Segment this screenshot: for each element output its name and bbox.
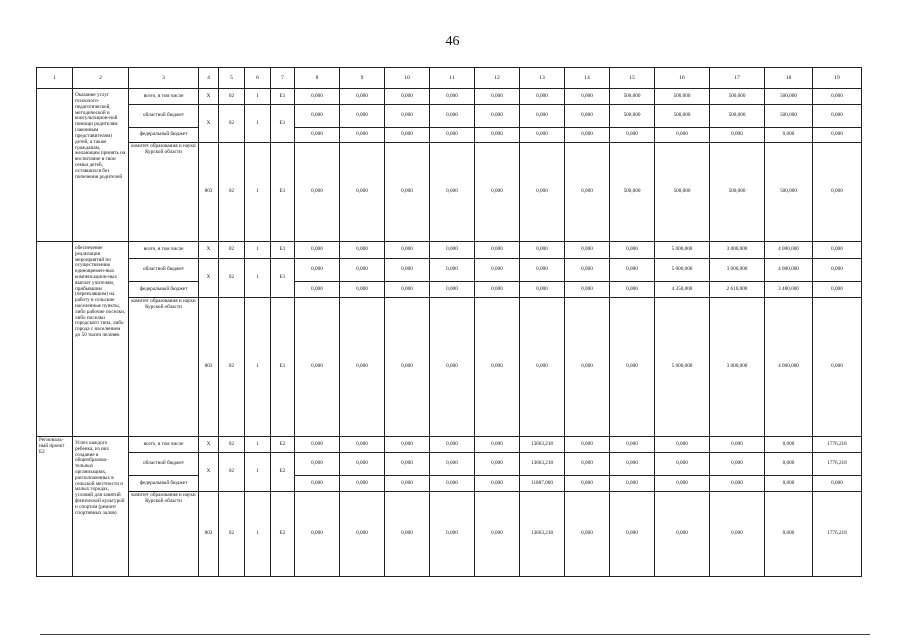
value-cell: 0,000	[813, 282, 862, 298]
value-cell: 0,000	[430, 89, 475, 105]
value-cell: 500,000	[710, 143, 765, 242]
value-cell: 0,000	[610, 452, 655, 475]
value-cell: 0,000	[475, 258, 520, 281]
value-cell: 0,000	[520, 105, 565, 128]
code-cell-c5: 02	[219, 452, 245, 491]
table-row	[37, 89, 862, 105]
value-cell: 0,000	[340, 282, 385, 298]
code-cell-c7: E1	[271, 105, 295, 143]
value-cell: 0,000	[340, 258, 385, 281]
value-cell: 0,000	[520, 89, 565, 105]
code-cell-c7: E1	[271, 143, 295, 242]
value-cell: 0,000	[385, 492, 430, 577]
value-cell: 0,000	[340, 241, 385, 258]
code-cell-c5: 02	[219, 436, 245, 452]
region-cell	[37, 241, 73, 436]
header-cell: 19	[813, 68, 862, 89]
code-cell-c5: 02	[219, 258, 245, 297]
value-cell: 0,000	[610, 258, 655, 281]
value-cell: 11887,000	[520, 476, 565, 492]
code-cell-c7: E1	[271, 241, 295, 258]
funding-source-cell: областной бюджет	[129, 258, 199, 281]
value-cell: 4 350,000	[655, 282, 710, 298]
value-cell: 0,000	[340, 128, 385, 143]
value-cell: 0,000	[295, 241, 340, 258]
value-cell: 0,000	[655, 492, 710, 577]
value-cell: 0,000	[565, 258, 610, 281]
funding-source-cell: федеральный бюджет	[129, 128, 199, 143]
value-cell: 0,000	[813, 476, 862, 492]
value-cell: 0,000	[385, 89, 430, 105]
code-cell-c4: 803	[199, 492, 219, 577]
value-cell: 500,000	[765, 143, 813, 242]
value-cell: 500,000	[655, 143, 710, 242]
value-cell: 0,000	[813, 258, 862, 281]
value-cell: 13663,218	[520, 492, 565, 577]
header-cell: 12	[475, 68, 520, 89]
value-cell: 500,000	[710, 89, 765, 105]
code-cell-c6: 1	[245, 105, 271, 143]
value-cell: 0,000	[295, 282, 340, 298]
header-cell: 9	[340, 68, 385, 89]
value-cell: 0,000	[710, 436, 765, 452]
table-row	[37, 476, 862, 492]
header-cell: 10	[385, 68, 430, 89]
value-cell: 0,000	[565, 105, 610, 128]
value-cell: 0,000	[610, 436, 655, 452]
value-cell: 0,000	[565, 89, 610, 105]
value-cell: 0,000	[520, 282, 565, 298]
value-cell: 3 480,000	[765, 282, 813, 298]
value-cell: 3 000,000	[710, 258, 765, 281]
value-cell: 0,000	[765, 476, 813, 492]
value-cell: 0,000	[520, 128, 565, 143]
value-cell: 0,000	[655, 476, 710, 492]
funding-source-cell: всего, в том числе	[129, 89, 199, 105]
code-cell-c6: 1	[245, 258, 271, 297]
code-cell-c6: 1	[245, 436, 271, 452]
funding-source-cell: комитет образования и науки Курской области	[129, 298, 199, 437]
value-cell: 0,000	[340, 89, 385, 105]
code-cell-c7: E2	[271, 492, 295, 577]
header-cell: 11	[430, 68, 475, 89]
value-cell: 0,000	[385, 452, 430, 475]
table-row	[37, 105, 862, 128]
value-cell: 500,000	[765, 105, 813, 128]
value-cell: 0,000	[710, 492, 765, 577]
value-cell: 0,000	[520, 143, 565, 242]
value-cell: 0,000	[430, 241, 475, 258]
table-row	[37, 282, 862, 298]
value-cell: 0,000	[520, 258, 565, 281]
funding-source-cell: комитет образования и науки Курской области	[129, 492, 199, 577]
table-row	[37, 258, 862, 281]
value-cell: 0,000	[340, 476, 385, 492]
header-cell: 14	[565, 68, 610, 89]
code-cell-c4: X	[199, 105, 219, 143]
header-cell: 17	[710, 68, 765, 89]
value-cell: 0,000	[765, 436, 813, 452]
value-cell: 0,000	[340, 143, 385, 242]
code-cell-c6: 1	[245, 143, 271, 242]
value-cell: 1776,218	[813, 452, 862, 475]
value-cell: 0,000	[610, 128, 655, 143]
value-cell: 0,000	[475, 282, 520, 298]
value-cell: 0,000	[710, 476, 765, 492]
value-cell: 0,000	[385, 476, 430, 492]
funding-source-cell: федеральный бюджет	[129, 476, 199, 492]
value-cell: 5 000,000	[655, 298, 710, 437]
header-cell: 7	[271, 68, 295, 89]
value-cell: 500,000	[765, 89, 813, 105]
value-cell: 0,000	[565, 492, 610, 577]
value-cell: 0,000	[475, 105, 520, 128]
value-cell: 0,000	[565, 476, 610, 492]
table-row	[37, 452, 862, 475]
value-cell: 0,000	[813, 298, 862, 437]
value-cell: 500,000	[610, 89, 655, 105]
header-cell: 8	[295, 68, 340, 89]
table-row	[37, 241, 862, 258]
code-cell-c6: 1	[245, 241, 271, 258]
value-cell: 0,000	[295, 143, 340, 242]
code-cell-c5: 02	[219, 492, 245, 577]
header-cell: 16	[655, 68, 710, 89]
code-cell-c6: 1	[245, 89, 271, 105]
budget-table	[36, 67, 862, 577]
value-cell: 3 000,000	[710, 298, 765, 437]
value-cell: 0,000	[430, 258, 475, 281]
table-row	[37, 298, 862, 437]
value-cell: 5 000,000	[655, 241, 710, 258]
value-cell: 0,000	[385, 436, 430, 452]
value-cell: 500,000	[655, 105, 710, 128]
code-cell-c7: E1	[271, 298, 295, 437]
header-cell: 13	[520, 68, 565, 89]
value-cell: 0,000	[765, 452, 813, 475]
value-cell: 0,000	[565, 298, 610, 437]
value-cell: 0,000	[340, 298, 385, 437]
code-cell-c4: X	[199, 452, 219, 491]
value-cell: 0,000	[475, 492, 520, 577]
code-cell-c4: 803	[199, 298, 219, 437]
code-cell-c4: X	[199, 89, 219, 105]
value-cell: 500,000	[655, 89, 710, 105]
code-cell-c4: X	[199, 258, 219, 297]
table-row	[37, 436, 862, 452]
value-cell: 0,000	[765, 128, 813, 143]
value-cell: 0,000	[430, 492, 475, 577]
value-cell: 0,000	[430, 436, 475, 452]
value-cell: 0,000	[520, 298, 565, 437]
value-cell: 0,000	[813, 241, 862, 258]
value-cell: 0,000	[340, 492, 385, 577]
code-cell-c6: 1	[245, 492, 271, 577]
code-cell-c4: 803	[199, 143, 219, 242]
value-cell: 500,000	[610, 105, 655, 128]
value-cell: 0,000	[340, 105, 385, 128]
value-cell: 0,000	[430, 143, 475, 242]
value-cell: 0,000	[295, 298, 340, 437]
header-cell: 6	[245, 68, 271, 89]
value-cell: 0,000	[520, 241, 565, 258]
code-cell-c5: 02	[219, 105, 245, 143]
value-cell: 0,000	[813, 128, 862, 143]
value-cell: 0,000	[340, 436, 385, 452]
value-cell: 5 000,000	[655, 258, 710, 281]
value-cell: 0,000	[295, 492, 340, 577]
code-cell-c5: 02	[219, 298, 245, 437]
value-cell: 0,000	[565, 241, 610, 258]
value-cell: 0,000	[655, 436, 710, 452]
value-cell: 4 000,000	[765, 258, 813, 281]
value-cell: 0,000	[565, 452, 610, 475]
value-cell: 0,000	[295, 105, 340, 128]
value-cell: 0,000	[710, 128, 765, 143]
header-row	[37, 68, 862, 89]
value-cell: 0,000	[430, 452, 475, 475]
value-cell: 13663,218	[520, 452, 565, 475]
value-cell: 0,000	[610, 492, 655, 577]
value-cell: 0,000	[813, 143, 862, 242]
value-cell: 4 000,000	[765, 298, 813, 437]
value-cell: 0,000	[813, 89, 862, 105]
header-cell: 15	[610, 68, 655, 89]
description-cell: Успех каждого ребенка, из них создание в общеобразова-тельных организациях, расположенных в сельской местности и малых городах, условий для занятий физической культурой и спортом (ремонт спортивных залов)	[73, 436, 129, 576]
header-cell: 4	[199, 68, 219, 89]
region-cell	[37, 89, 73, 242]
funding-source-cell: областной бюджет	[129, 105, 199, 128]
code-cell-c7: E1	[271, 258, 295, 297]
value-cell: 0,000	[813, 105, 862, 128]
value-cell: 0,000	[385, 128, 430, 143]
value-cell: 0,000	[475, 476, 520, 492]
value-cell: 0,000	[475, 89, 520, 105]
value-cell: 0,000	[610, 476, 655, 492]
value-cell: 0,000	[295, 476, 340, 492]
code-cell-c4: X	[199, 436, 219, 452]
value-cell: 0,000	[475, 143, 520, 242]
code-cell-c6: 1	[245, 298, 271, 437]
value-cell: 0,000	[475, 436, 520, 452]
value-cell: 0,000	[385, 282, 430, 298]
funding-source-cell: всего, в том числе	[129, 241, 199, 258]
code-cell-c6: 1	[245, 452, 271, 491]
funding-source-cell: федеральный бюджет	[129, 282, 199, 298]
value-cell: 0,000	[385, 143, 430, 242]
code-cell-c5: 02	[219, 89, 245, 105]
value-cell: 500,000	[710, 105, 765, 128]
value-cell: 0,000	[385, 105, 430, 128]
value-cell: 0,000	[430, 298, 475, 437]
header-cell: 2	[73, 68, 129, 89]
region-cell: Региональ-ный проект E2	[37, 436, 73, 576]
value-cell: 0,000	[430, 128, 475, 143]
value-cell: 0,000	[430, 476, 475, 492]
value-cell: 0,000	[475, 298, 520, 437]
value-cell: 2 610,000	[710, 282, 765, 298]
value-cell: 0,000	[565, 128, 610, 143]
bottom-rule	[40, 634, 870, 635]
code-cell-c7: E2	[271, 452, 295, 491]
value-cell: 1776,218	[813, 492, 862, 577]
value-cell: 0,000	[295, 128, 340, 143]
value-cell: 0,000	[385, 298, 430, 437]
code-cell-c7: E2	[271, 436, 295, 452]
value-cell: 0,000	[475, 128, 520, 143]
funding-source-cell: комитет образования и науки Курской области	[129, 143, 199, 242]
value-cell: 0,000	[340, 452, 385, 475]
table-row	[37, 492, 862, 577]
funding-source-cell: областной бюджет	[129, 452, 199, 475]
header-cell: 5	[219, 68, 245, 89]
value-cell: 0,000	[610, 282, 655, 298]
code-cell-c5: 02	[219, 241, 245, 258]
value-cell: 0,000	[295, 258, 340, 281]
value-cell: 0,000	[565, 143, 610, 242]
value-cell: 0,000	[765, 492, 813, 577]
code-cell-c5: 02	[219, 143, 245, 242]
value-cell: 0,000	[475, 241, 520, 258]
value-cell: 0,000	[295, 89, 340, 105]
value-cell: 3 000,000	[710, 241, 765, 258]
page-number: 46	[445, 34, 460, 49]
code-cell-c7: E1	[271, 89, 295, 105]
header-cell: 3	[129, 68, 199, 89]
value-cell: 0,000	[295, 452, 340, 475]
funding-source-cell: всего, в том числе	[129, 436, 199, 452]
value-cell: 0,000	[565, 282, 610, 298]
value-cell: 0,000	[565, 436, 610, 452]
value-cell: 0,000	[610, 241, 655, 258]
code-cell-c4: X	[199, 241, 219, 258]
value-cell: 0,000	[295, 436, 340, 452]
value-cell: 0,000	[655, 128, 710, 143]
table-row	[37, 143, 862, 242]
value-cell: 0,000	[475, 452, 520, 475]
value-cell: 500,000	[610, 143, 655, 242]
value-cell: 0,000	[710, 452, 765, 475]
value-cell: 0,000	[430, 282, 475, 298]
value-cell: 4 000,000	[765, 241, 813, 258]
table-row	[37, 128, 862, 143]
value-cell: 0,000	[430, 105, 475, 128]
value-cell: 0,000	[385, 258, 430, 281]
value-cell: 0,000	[385, 241, 430, 258]
description-cell: обеспечение реализации мероприятий по осуществлению единовремен-ных компенсацион-ных выплат учителям, прибывшим (переехавшим) на работу в сельские населенные пункты, либо рабочие поселки, либо поселки городского типа, либо города с населением до 50 тысяч человек	[73, 241, 129, 436]
value-cell: 0,000	[655, 452, 710, 475]
value-cell: 1776,218	[813, 436, 862, 452]
header-cell: 18	[765, 68, 813, 89]
header-cell: 1	[37, 68, 73, 89]
value-cell: 13663,218	[520, 436, 565, 452]
description-cell: Оказание услуг психолого-педагогической, методической и консультацион-ной помощи родителям (законным представителям) детей, а также гражданам, желающим принять на воспитание в свои семьи детей, оставшихся без попечения родителей	[73, 89, 129, 242]
value-cell: 0,000	[610, 298, 655, 437]
